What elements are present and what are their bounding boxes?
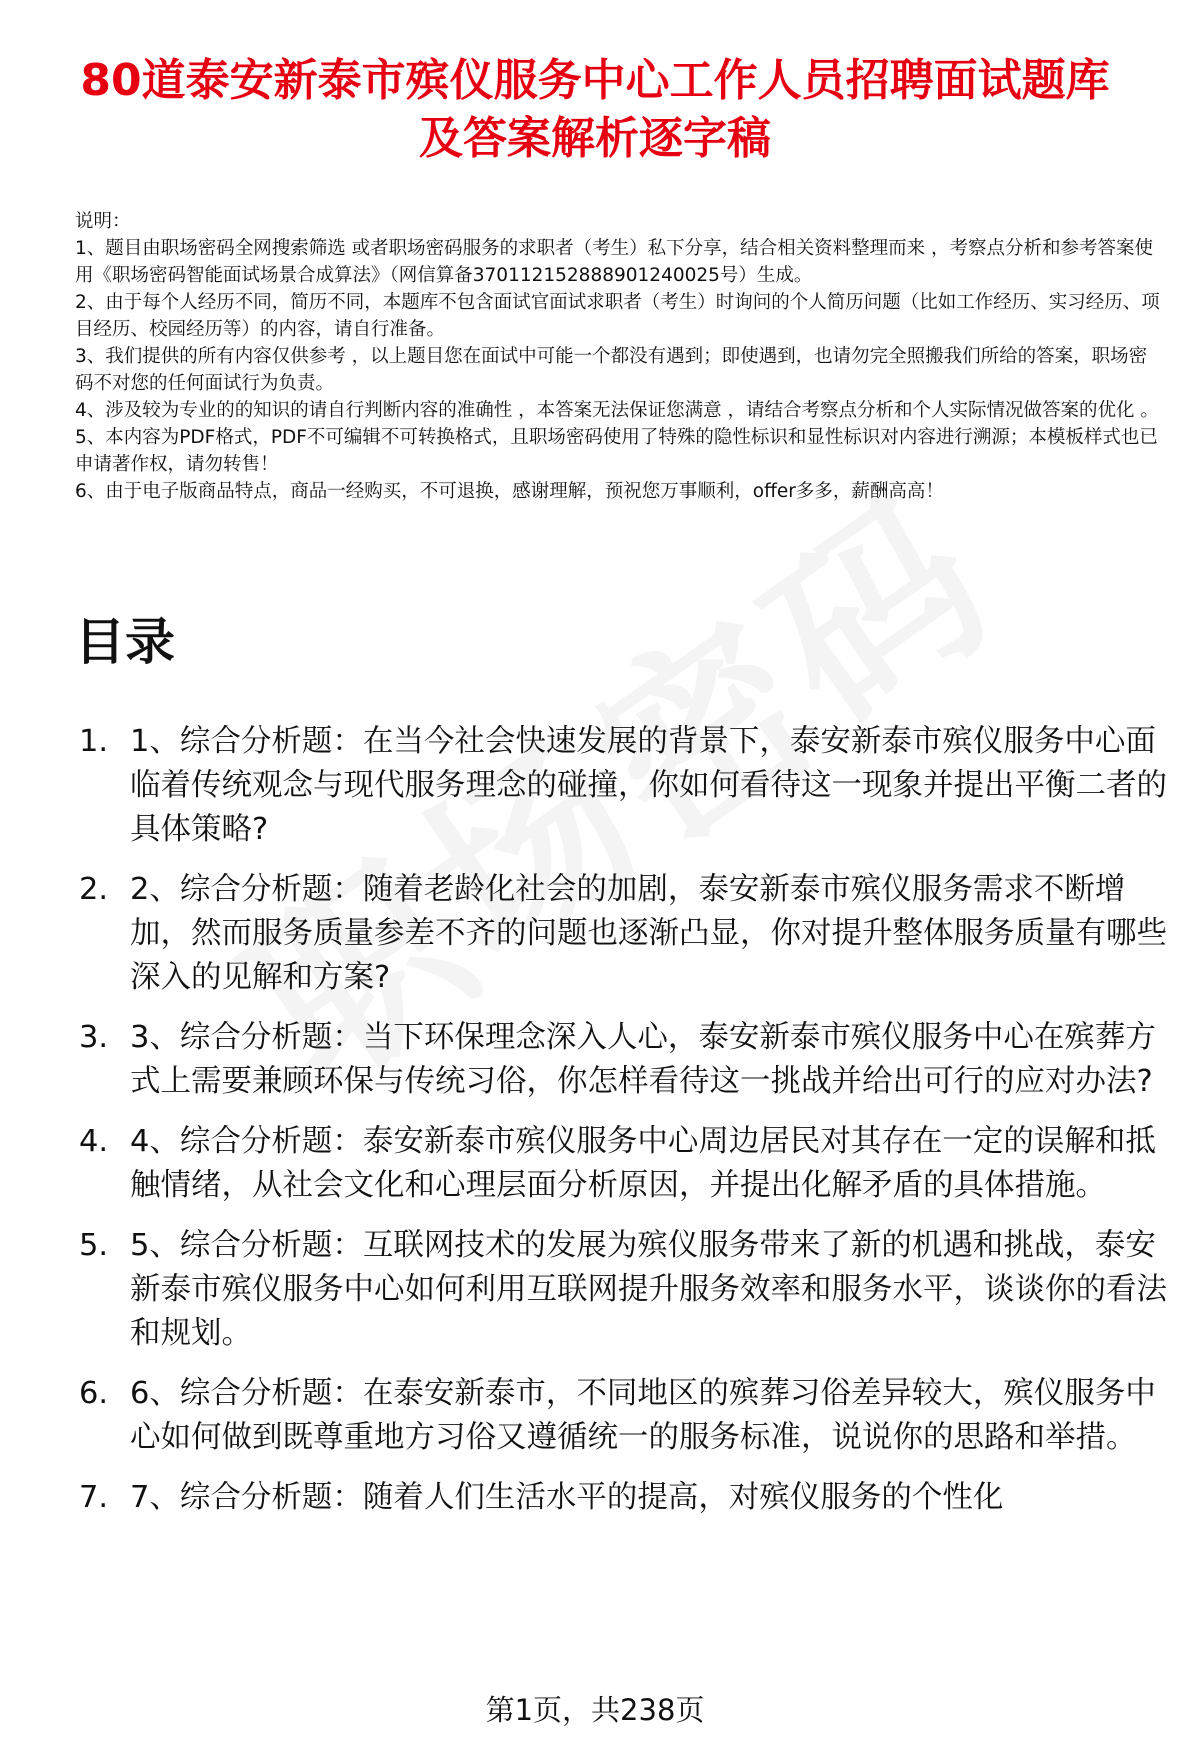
toc-item-number: 5.: [79, 1228, 109, 1263]
toc-item[interactable]: [75, 1372, 1170, 1460]
toc-item-number: 6.: [79, 1376, 109, 1411]
toc-item-text: 5、综合分析题：互联网技术的发展为殡仪服务带来了新的机遇和挑战，泰安新泰市殡仪服务中心如何利用互联网提升服务效率和服务水平，谈谈你的看法和规划。: [130, 1228, 1167, 1351]
toc-item[interactable]: [75, 868, 1170, 1000]
toc-item-text: 4、综合分析题：泰安新泰市殡仪服务中心周边居民对其存在一定的误解和抵触情绪，从社会文化和心理层面分析原因，并提出化解矛盾的具体措施。: [130, 1124, 1156, 1203]
notes-heading: 说明：: [75, 211, 131, 232]
toc-item-number: 4.: [79, 1124, 109, 1159]
notes-section: [75, 208, 1165, 505]
note-item: 1、题目由职场密码全网搜索筛选 或者职场密码服务的求职者（考生）私下分享，结合相关资料整理而来 ，考察点分析和参考答案使用《职场密码智能面试场景合成算法》（网信算备370112152888901240025号）生成。: [75, 238, 1154, 286]
toc-item-text: 3、综合分析题：当下环保理念深入人心，泰安新泰市殡仪服务中心在殡葬方式上需要兼顾环保与传统习俗，你怎样看待这一挑战并给出可行的应对办法?: [130, 1020, 1156, 1099]
toc-item-text: 2、综合分析题：随着老龄化社会的加剧，泰安新泰市殡仪服务需求不断增加，然而服务质量参差不齐的问题也逐渐凸显，你对提升整体服务质量有哪些深入的见解和方案?: [130, 872, 1167, 995]
toc-item[interactable]: [75, 720, 1170, 852]
page-footer: 第1页，共238页: [485, 1693, 705, 1727]
note-item: 3、我们提供的所有内容仅供参考 ，以上题目您在面试中可能一个都没有遇到；即使遇到，也请勿完全照搬我们所给的答案，职场密码不对您的任何面试行为负责。: [75, 346, 1148, 394]
note-item: 2、由于每个人经历不同，简历不同，本题库不包含面试官面试求职者（考生）时询问的个人简历问题（比如工作经历、实习经历、项目经历、校园经历等）的内容，请自行准备。: [75, 292, 1160, 340]
toc-item[interactable]: [75, 1476, 1170, 1520]
toc-item[interactable]: [75, 1120, 1170, 1208]
toc-item-number: 3.: [79, 1020, 109, 1055]
toc-item-text: 1、综合分析题：在当今社会快速发展的背景下，泰安新泰市殡仪服务中心面临着传统观念与现代服务理念的碰撞，你如何看待这一现象并提出平衡二者的具体策略?: [130, 724, 1167, 847]
toc-item-text: 7、综合分析题：随着人们生活水平的提高，对殡仪服务的个性化: [130, 1480, 1004, 1515]
toc-item-text: 6、综合分析题：在泰安新泰市，不同地区的殡葬习俗差异较大，殡仪服务中心如何做到既尊重地方习俗又遵循统一的服务标准，说说你的思路和举措。: [130, 1376, 1156, 1455]
toc-item[interactable]: [75, 1016, 1170, 1104]
toc-item-number: 2.: [79, 872, 109, 907]
document-title: 80道泰安新泰市殡仪服务中心工作人员招聘面试题库及答案解析逐字稿: [80, 55, 1110, 164]
note-item: 4、涉及较为专业的的知识的请自行判断内容的准确性 ，本答案无法保证您满意 ，请结合考察点分析和个人实际情况做答案的优化 。: [75, 400, 1159, 421]
toc-heading: 目录: [75, 613, 175, 671]
toc-item-number: 1.: [79, 724, 109, 759]
toc-item[interactable]: [75, 1224, 1170, 1356]
toc-item-number: 7.: [79, 1480, 109, 1515]
note-item: 6、由于电子版商品特点，商品一经购买，不可退换，感谢理解，预祝您万事顺利，offer多多，薪酬高高！: [75, 481, 944, 502]
note-item: 5、本内容为PDF格式，PDF不可编辑不可转换格式，且职场密码使用了特殊的隐性标识和显性标识对内容进行溯源；本模板样式也已申请著作权，请勿转售！: [75, 427, 1158, 475]
toc-list: [75, 720, 1170, 1536]
